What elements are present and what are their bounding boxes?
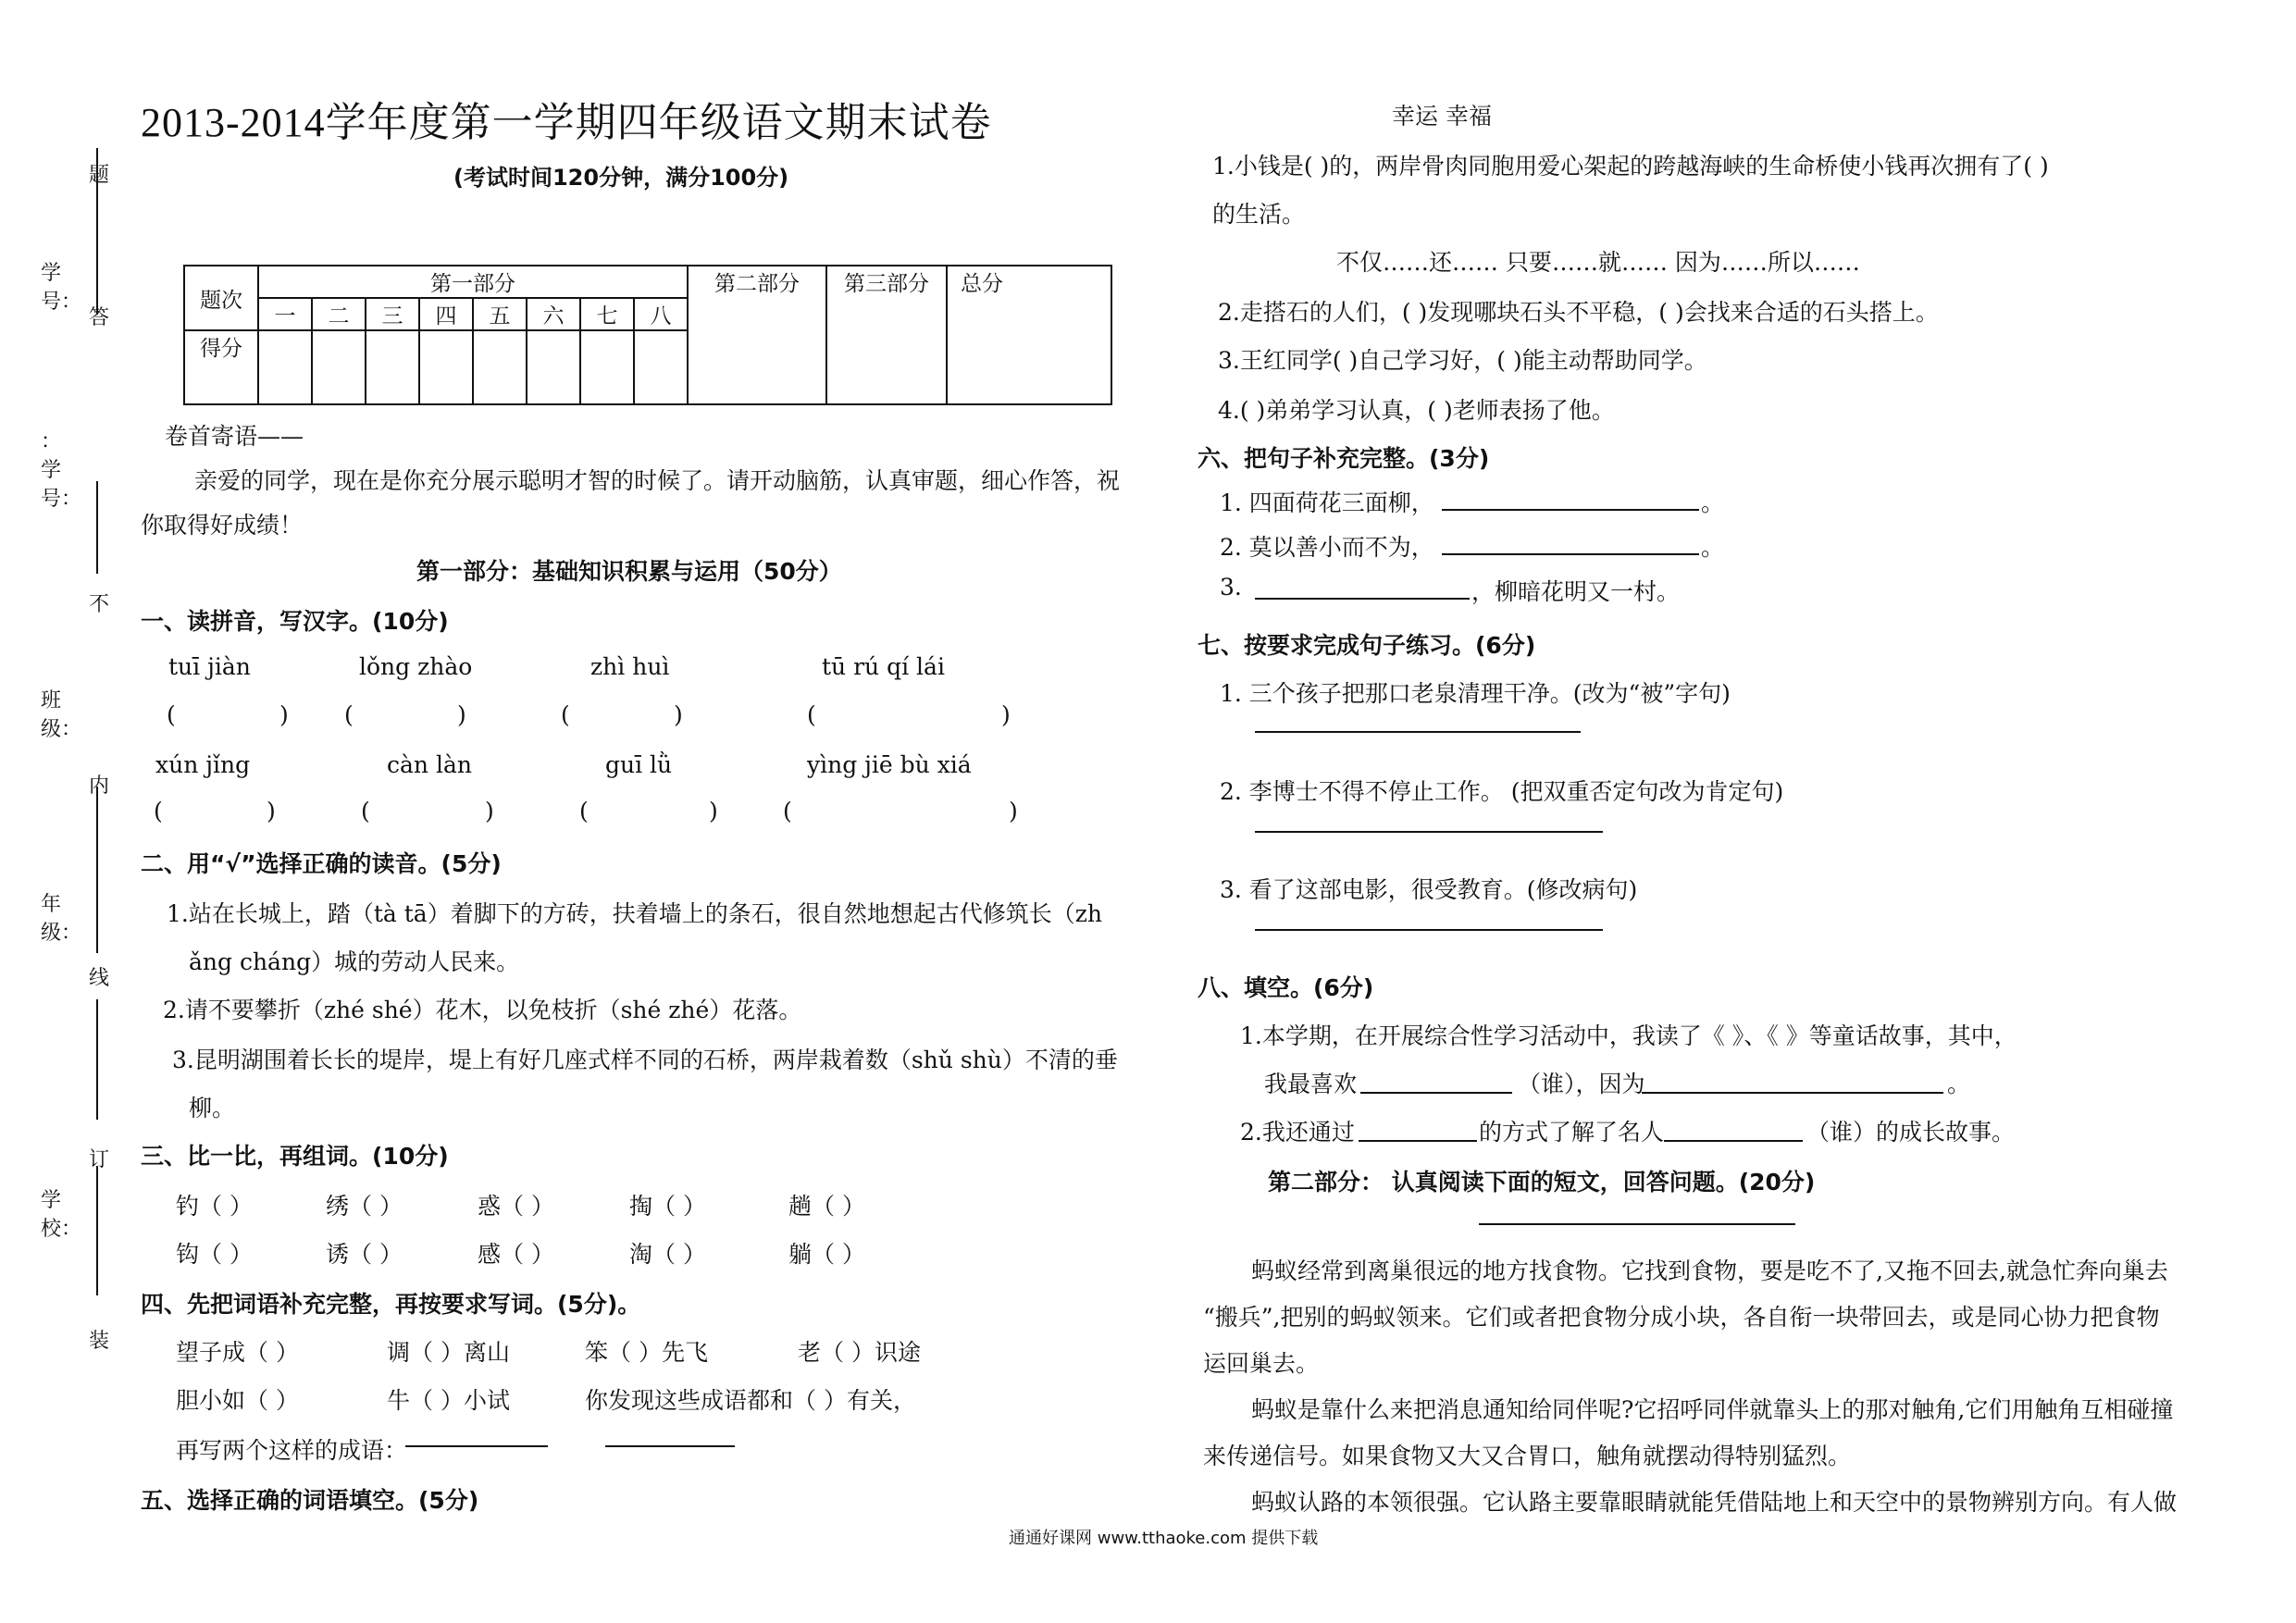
answer-paren-open: ( bbox=[154, 798, 163, 824]
passage-line: 来传递信号。如果食物又大又合胃口，触角就摆动得特别猛烈。 bbox=[1203, 1443, 1852, 1469]
answer-line[interactable] bbox=[1255, 831, 1603, 833]
q6-sentence-3b: ，柳暗花明又一村。 bbox=[1471, 578, 1681, 605]
answer-paren-close: ) bbox=[267, 798, 276, 824]
answer-paren-close: ) bbox=[279, 701, 289, 728]
binding-mark-7: 装 bbox=[89, 1330, 110, 1353]
compare-word: 趟（ ） bbox=[788, 1193, 865, 1220]
compare-word: 钓（ ） bbox=[176, 1193, 253, 1220]
q8-sentence-1d: 。 bbox=[1947, 1071, 1971, 1097]
score-header-part1: 第一部分 bbox=[258, 266, 688, 298]
score-header-part3: 第三部分 bbox=[826, 266, 947, 404]
answer-paren-close: ) bbox=[1009, 798, 1018, 824]
idiom: 胆小如（ ） bbox=[176, 1387, 299, 1414]
binding-line-2 bbox=[96, 481, 98, 574]
score-sub-7: 七 bbox=[580, 298, 634, 330]
passage-line: 运回巢去。 bbox=[1203, 1350, 1320, 1377]
answer-blank[interactable] bbox=[1360, 1068, 1512, 1094]
answer-paren-open: ( bbox=[167, 701, 176, 728]
score-cell[interactable] bbox=[258, 330, 312, 404]
passage-line: 蚂蚁认路的本领很强。它认路主要靠眼睛就能凭借陆地上和天空中的景物辨别方向。有人做 bbox=[1251, 1489, 2178, 1516]
compare-word: 感（ ） bbox=[478, 1241, 554, 1268]
binding-mark-5: 线 bbox=[89, 967, 110, 990]
q7-title: 七、按要求完成句子练习。(6分) bbox=[1198, 632, 1536, 659]
answer-blank[interactable] bbox=[1442, 531, 1699, 555]
q3-title: 三、比一比，再组词。(10分) bbox=[141, 1143, 449, 1170]
q7-sentence-2: 2. 李博士不得不停止工作。 (把双重否定句改为肯定句) bbox=[1220, 778, 1784, 805]
q5-sentence-2: 2.走搭石的人们，( )发现哪块石头不平稳，( )会找来合适的石头搭上。 bbox=[1218, 299, 1939, 326]
pinyin-3: zhì huì bbox=[590, 653, 670, 680]
page-title: 2013-2014学年度第一学期四年级语文期末试卷 bbox=[141, 100, 992, 145]
q8-title: 八、填空。(6分) bbox=[1198, 974, 1374, 1001]
binding-mark-6: 订 bbox=[89, 1148, 110, 1171]
q5-word-options-2: 不仅……还…… 只要……就…… 因为……所以…… bbox=[1336, 249, 1860, 276]
q2-title: 二、用“√”选择正确的读音。(5分) bbox=[141, 850, 502, 877]
score-sub-4: 四 bbox=[419, 298, 473, 330]
pinyin-6: càn làn bbox=[387, 751, 472, 778]
pinyin-7: guī lǜ bbox=[605, 751, 673, 778]
intro-line-1: 亲爱的同学，现在是你充分展示聪明才智的时候了。请开动脑筋，认真审题，细心作答，祝 bbox=[194, 467, 1121, 494]
answer-paren-open: ( bbox=[783, 798, 792, 824]
answer-paren-close: ) bbox=[709, 798, 718, 824]
binding-line-5 bbox=[96, 1166, 98, 1295]
q2-sentence-1b: ǎng cháng）城的劳动人民来。 bbox=[189, 948, 520, 975]
binding-xuehao-1: 学号： bbox=[41, 262, 82, 314]
score-cell[interactable] bbox=[634, 330, 688, 404]
intro-line-2: 你取得好成绩！ bbox=[141, 512, 304, 539]
pinyin-5: xún jǐng bbox=[155, 751, 251, 778]
pinyin-2: lǒng zhào bbox=[359, 653, 473, 680]
score-sub-1: 一 bbox=[258, 298, 312, 330]
part2-title: 第二部分： 认真阅读下面的短文，回答问题。(20分) bbox=[1268, 1169, 1816, 1196]
score-sub-2: 二 bbox=[312, 298, 366, 330]
part1-title: 第一部分：基础知识积累与运用（50分） bbox=[416, 558, 842, 585]
score-sub-8: 八 bbox=[634, 298, 688, 330]
binding-xuehao-2: ：学号： bbox=[41, 430, 82, 511]
binding-banji: 班级： bbox=[41, 689, 82, 741]
answer-paren-open: ( bbox=[561, 701, 570, 728]
score-table bbox=[183, 265, 1112, 405]
q2-sentence-2: 2.请不要攀折（zhé shé）花木，以免枝折（shé zhé）花落。 bbox=[163, 997, 802, 1023]
answer-blank[interactable] bbox=[1359, 1116, 1477, 1142]
answer-line[interactable] bbox=[1255, 929, 1603, 931]
answer-paren-open: ( bbox=[807, 701, 816, 728]
binding-mark-1: 题 bbox=[89, 164, 110, 187]
binding-line-4 bbox=[96, 999, 98, 1120]
q6-title: 六、把句子补充完整。(3分) bbox=[1198, 445, 1490, 472]
q8-sentence-2a: 2.我还通过 bbox=[1240, 1119, 1355, 1146]
q5-title: 五、选择正确的词语填空。(5分) bbox=[141, 1487, 479, 1514]
q7-sentence-3: 3. 看了这部电影，很受教育。(修改病句) bbox=[1220, 876, 1638, 903]
q2-sentence-3b: 柳。 bbox=[189, 1095, 236, 1121]
score-sub-3: 三 bbox=[366, 298, 419, 330]
idiom: 牛（ ）小试 bbox=[387, 1387, 510, 1414]
answer-paren-close: ) bbox=[457, 701, 466, 728]
passage-title-blank[interactable] bbox=[1479, 1223, 1795, 1225]
score-cell[interactable] bbox=[580, 330, 634, 404]
q6-period: 。 bbox=[1701, 489, 1725, 516]
idiom: 老（ ）识途 bbox=[798, 1339, 921, 1366]
answer-paren-open: ( bbox=[579, 798, 589, 824]
passage-line: 蚂蚁是靠什么来把消息通知给同伴呢?它招呼同伴就靠头上的那对触角,它们用触角互相碰撞 bbox=[1251, 1396, 2174, 1423]
q8-sentence-2b: 的方式了解了名人 bbox=[1479, 1119, 1665, 1146]
binding-mark-4: 内 bbox=[89, 774, 110, 798]
answer-blank[interactable] bbox=[1642, 1068, 1943, 1094]
score-cell[interactable] bbox=[312, 330, 366, 404]
passage-line: 蚂蚁经常到离巢很远的地方找食物。它找到食物，要是吃不了,又拖不回去,就急忙奔向巢去 bbox=[1251, 1258, 2168, 1284]
binding-xuexiao: 学校： bbox=[41, 1189, 82, 1241]
answer-blank[interactable] bbox=[1255, 576, 1470, 600]
q6-period: 。 bbox=[1701, 534, 1725, 561]
idiom-question: 你发现这些成语都和（ ）有关， bbox=[585, 1387, 916, 1414]
answer-paren-close: ) bbox=[1001, 701, 1011, 728]
answer-paren-open: ( bbox=[361, 798, 370, 824]
q6-sentence-2: 2. 莫以善小而不为， bbox=[1220, 534, 1434, 561]
answer-blank[interactable] bbox=[1442, 487, 1699, 511]
score-header-total: 总分 bbox=[947, 266, 1111, 404]
score-cell[interactable] bbox=[419, 330, 473, 404]
compare-word: 诱（ ） bbox=[326, 1241, 403, 1268]
q8-sentence-2c: （谁）的成长故事。 bbox=[1806, 1119, 2016, 1146]
q8-sentence-1a: 1.本学期，在开展综合性学习活动中，我读了《 》、《 》等童话故事，其中， bbox=[1240, 1022, 2017, 1049]
score-sub-5: 五 bbox=[473, 298, 527, 330]
score-sub-6: 六 bbox=[527, 298, 580, 330]
compare-word: 绣（ ） bbox=[326, 1193, 403, 1220]
pinyin-4: tū rú qí lái bbox=[822, 653, 945, 680]
answer-paren-close: ) bbox=[485, 798, 494, 824]
answer-blank[interactable] bbox=[605, 1445, 735, 1447]
passage-line: “搬兵”,把别的蚂蚁领来。它们或者把食物分成小块，各自衔一块带回去，或是同心协力把食物 bbox=[1203, 1304, 2160, 1331]
q8-sentence-1b: 我最喜欢 bbox=[1264, 1071, 1358, 1097]
answer-blank[interactable] bbox=[1664, 1116, 1803, 1142]
binding-mark-2: 答 bbox=[89, 306, 110, 329]
q4-title: 四、先把词语补充完整，再按要求写词。(5分)。 bbox=[141, 1291, 641, 1318]
exam-subtitle: (考试时间120分钟，满分100分) bbox=[453, 165, 789, 191]
answer-paren-open: ( bbox=[344, 701, 354, 728]
q1-title: 一、读拼音，写汉字。(10分) bbox=[141, 608, 449, 635]
score-header-part2: 第二部分 bbox=[688, 266, 826, 404]
score-header-tici: 题次 bbox=[184, 266, 258, 330]
score-cell[interactable] bbox=[527, 330, 580, 404]
q2-sentence-1a: 1.站在长城上，踏（tà tā）着脚下的方砖，扶着墙上的条石，很自然地想起古代修筑长（zh bbox=[167, 900, 1102, 927]
q5-sentence-3: 3.王红同学( )自己学习好，( )能主动帮助同学。 bbox=[1218, 347, 1707, 374]
idiom: 笨（ ）先飞 bbox=[585, 1339, 708, 1366]
answer-blank[interactable] bbox=[405, 1445, 548, 1447]
q5-sentence-4: 4.( )弟弟学习认真，( )老师表扬了他。 bbox=[1218, 397, 1615, 424]
answer-paren-close: ) bbox=[674, 701, 683, 728]
q7-sentence-1: 1. 三个孩子把那口老泉清理干净。(改为“被”字句) bbox=[1220, 680, 1731, 707]
compare-word: 钩（ ） bbox=[176, 1241, 253, 1268]
compare-word: 躺（ ） bbox=[788, 1241, 865, 1268]
q8-sentence-1c: （谁），因为 bbox=[1518, 1071, 1645, 1097]
compare-word: 惑（ ） bbox=[478, 1193, 554, 1220]
binding-nianji: 年级： bbox=[41, 893, 82, 945]
score-row-defen: 得分 bbox=[184, 330, 258, 404]
q6-sentence-1: 1. 四面荷花三面柳， bbox=[1220, 489, 1434, 516]
q5-word-options: 幸运 幸福 bbox=[1392, 103, 1492, 130]
idiom: 调（ ）离山 bbox=[387, 1339, 510, 1366]
idiom-write-prompt: 再写两个这样的成语： bbox=[176, 1437, 408, 1464]
intro-label: 卷首寄语—— bbox=[165, 423, 304, 450]
q2-sentence-3a: 3.昆明湖围着长长的堤岸，堤上有好几座式样不同的石桥，两岸栽着数（shǔ shù）不清的垂 bbox=[172, 1047, 1118, 1073]
score-cell[interactable] bbox=[473, 330, 527, 404]
q5-sentence-1b: 的生活。 bbox=[1212, 201, 1306, 228]
pinyin-8: yìng jiē bù xiá bbox=[807, 751, 972, 778]
compare-word: 掏（ ） bbox=[629, 1193, 706, 1220]
idiom: 望子成（ ） bbox=[176, 1339, 299, 1366]
pinyin-1: tuī jiàn bbox=[168, 653, 251, 680]
q6-sentence-3: 3. bbox=[1220, 574, 1242, 601]
q5-sentence-1a: 1.小钱是( )的，两岸骨肉同胞用爱心架起的跨越海峡的生命桥使小钱再次拥有了( ) bbox=[1212, 153, 2049, 180]
binding-line-3 bbox=[96, 787, 98, 953]
compare-word: 淘（ ） bbox=[629, 1241, 706, 1268]
answer-line[interactable] bbox=[1255, 731, 1581, 733]
footer-source: 通通好课网 www.tthaoke.com 提供下载 bbox=[1009, 1529, 1319, 1548]
binding-mark-3: 不 bbox=[89, 593, 110, 616]
score-cell[interactable] bbox=[366, 330, 419, 404]
